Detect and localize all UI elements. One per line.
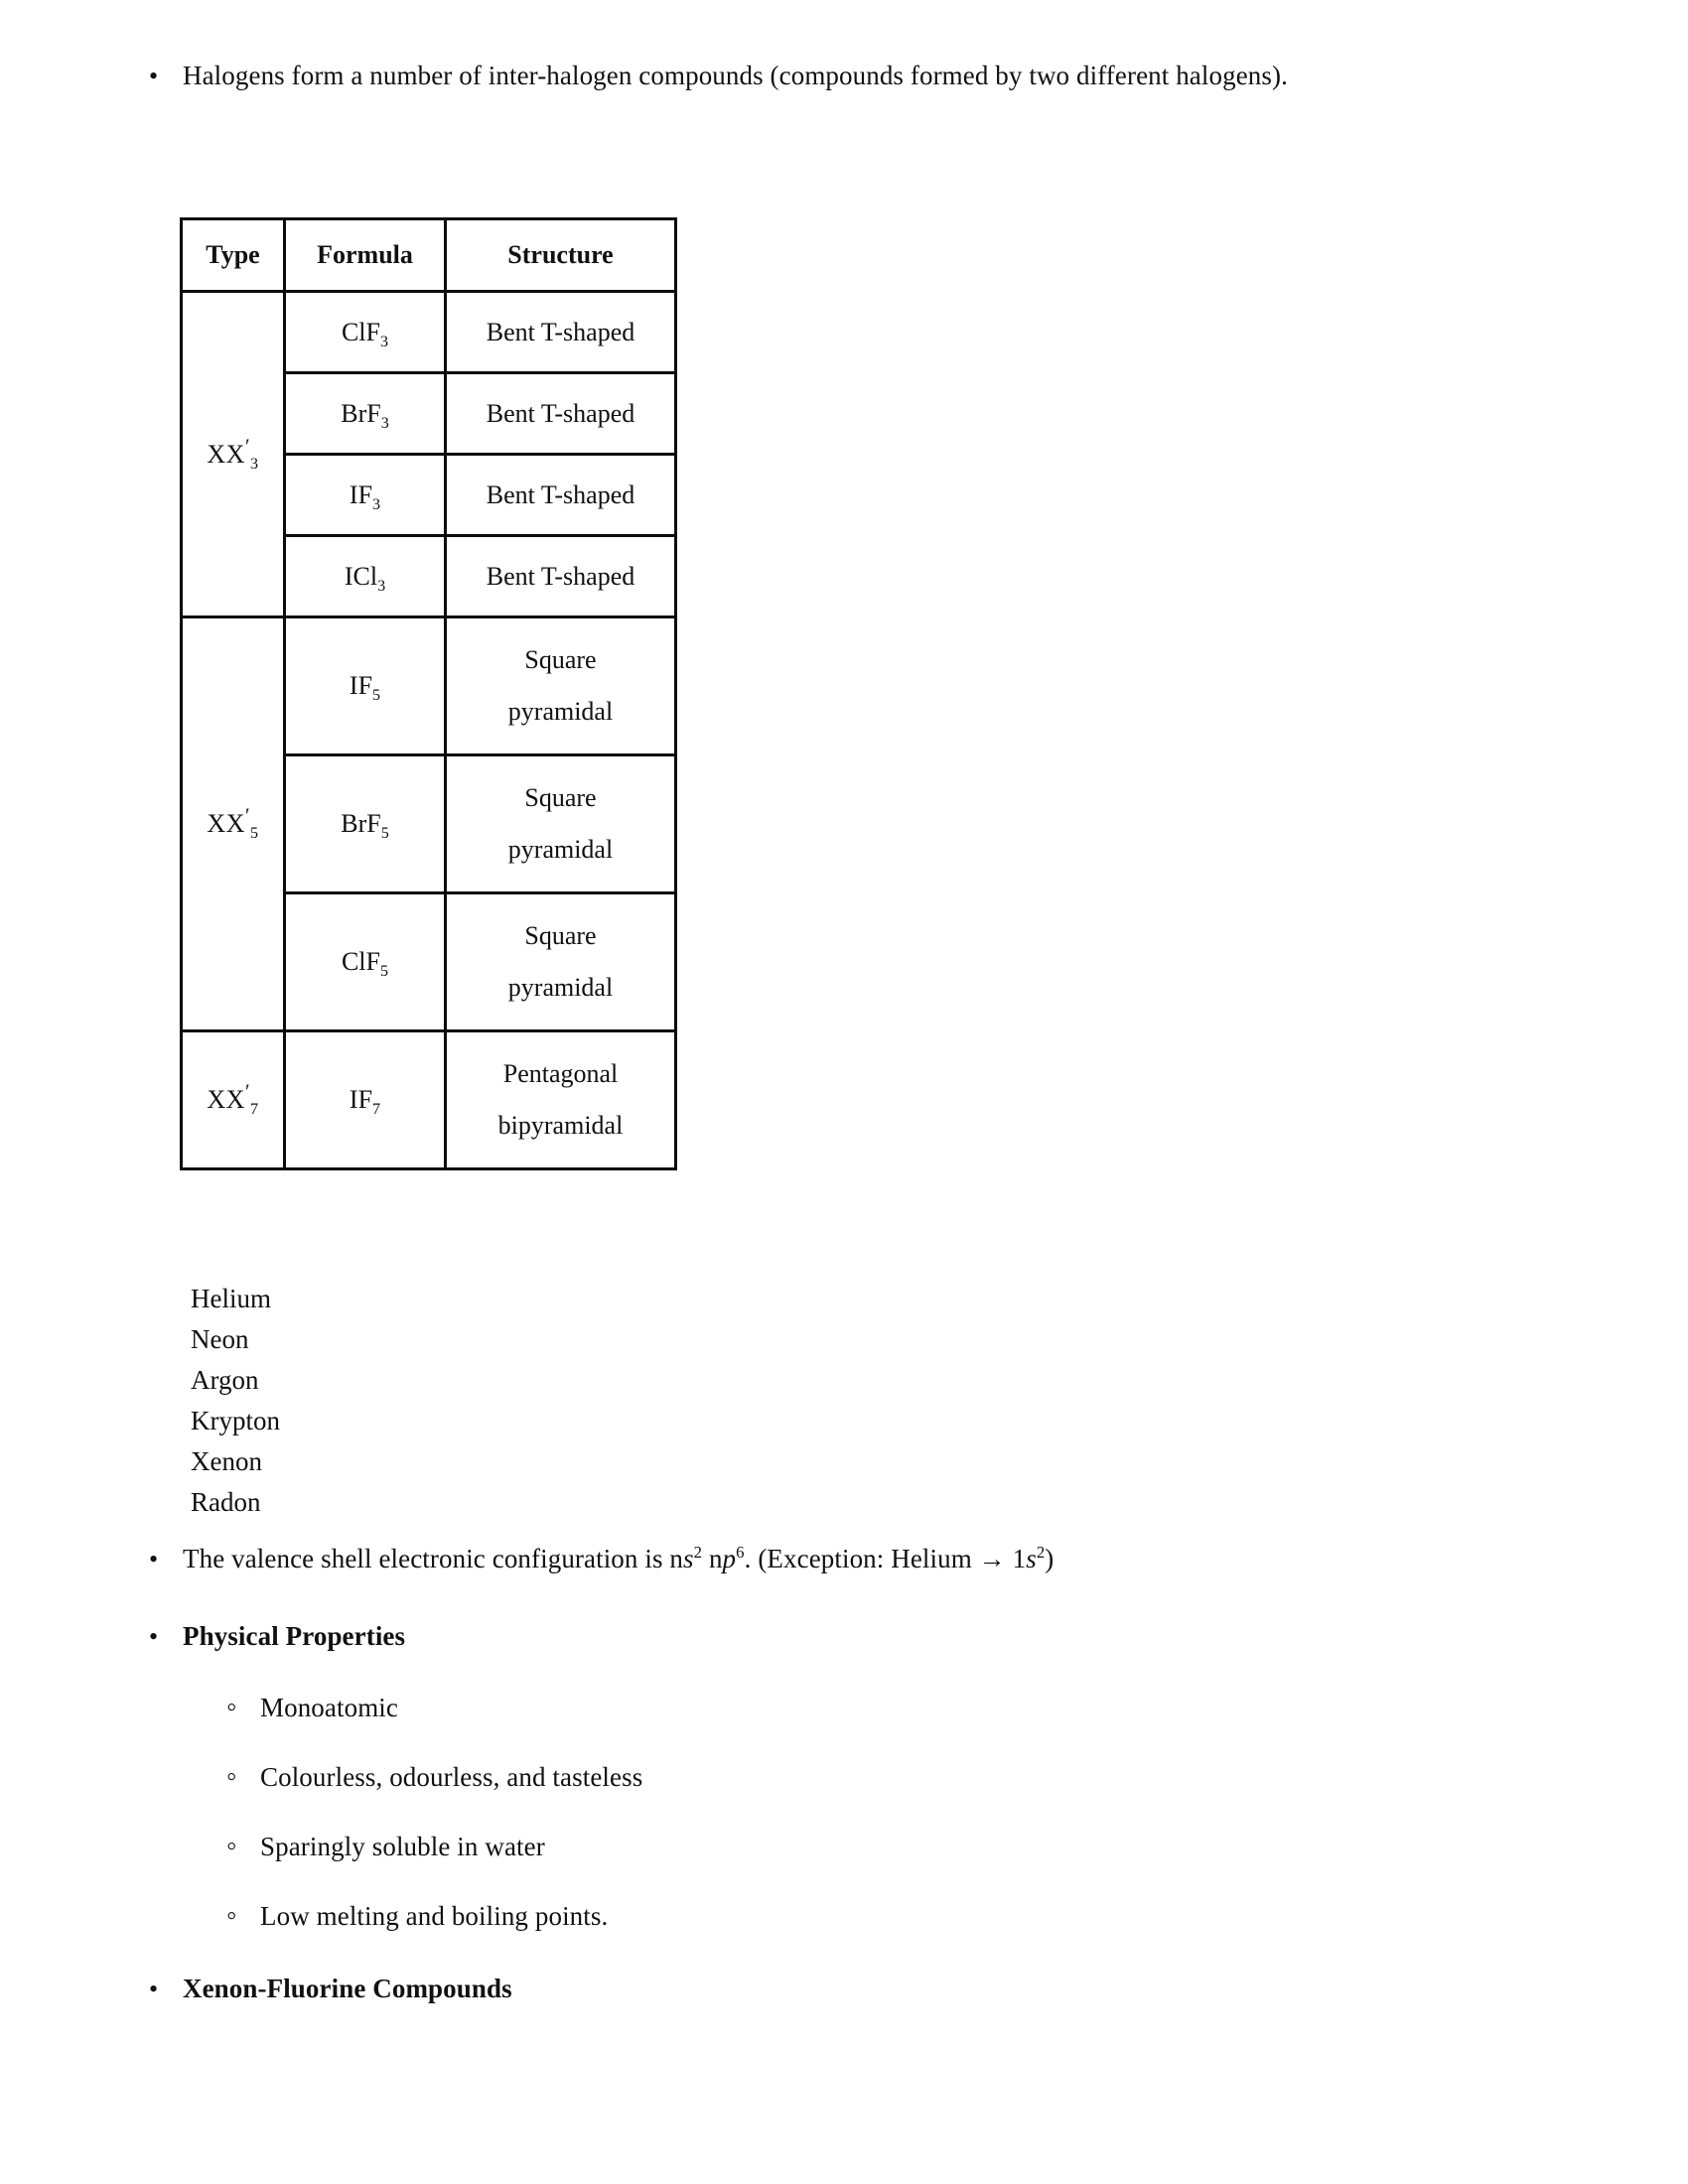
list-item: Argon (191, 1365, 259, 1395)
physical-property-text: Monoatomic (260, 1693, 398, 1722)
xenon-fluorine-heading (149, 1971, 512, 2006)
formula-cell: ClF$_3$ (285, 292, 446, 373)
physical-property-item-monoatomic (226, 1690, 398, 1725)
structure-cell: Bent T-shaped (446, 373, 676, 455)
bullet-disc-icon (149, 64, 183, 89)
valence-configuration-text: The valence shell electronic configuration is $ns^2$ $np^6$. (Exception: Helium → $1s^2$) (183, 1543, 1055, 1573)
bullet-circle-icon (226, 1832, 260, 1861)
intro-bullet (149, 58, 1288, 93)
structure-cell: Pentagonal bipyramidal (446, 1031, 676, 1169)
noble-gas-list (191, 1279, 280, 1523)
column-header-formula: Formula (285, 219, 446, 292)
table-body (182, 292, 676, 1169)
table-row (182, 1031, 676, 1169)
bullet-circle-icon (226, 1762, 260, 1792)
type-cell-xx3: $XX'_3$ (182, 292, 285, 617)
formula-cell: ClF$_5$ (285, 893, 446, 1031)
formula-cell: ICl$_3$ (285, 536, 446, 617)
column-header-structure: Structure (446, 219, 676, 292)
list-item: Krypton (191, 1406, 280, 1435)
physical-property-item-solubility (226, 1829, 545, 1864)
table-row (182, 617, 676, 755)
xenon-fluorine-label: Xenon-Fluorine Compounds (183, 1974, 512, 2003)
structure-cell: Square pyramidal (446, 755, 676, 893)
structure-cell: Bent T-shaped (446, 292, 676, 373)
formula-cell: BrF$_3$ (285, 373, 446, 455)
formula-cell: $IF_7$ (285, 1031, 446, 1169)
bullet-circle-icon (226, 1693, 260, 1722)
structure-cell: Square pyramidal (446, 893, 676, 1031)
structure-cell: Bent T-shaped (446, 536, 676, 617)
physical-property-text: Colourless, odourless, and tasteless (260, 1762, 643, 1792)
type-cell-xx7: $XX'_7$ (182, 1031, 285, 1169)
bullet-disc-icon (149, 1977, 183, 2002)
physical-properties-label: Physical Properties (183, 1621, 406, 1651)
formula-cell: BrF$_5$ (285, 755, 446, 893)
table-row (182, 292, 676, 373)
physical-property-text: Sparingly soluble in water (260, 1832, 545, 1861)
intro-bullet-text: Halogens form a number of inter-halogen compounds (compounds formed by two different halogens). (183, 61, 1288, 90)
physical-property-text: Low melting and boiling points. (260, 1901, 609, 1931)
list-item: Helium (191, 1284, 271, 1313)
type-cell-xx5: $XX'_5$ (182, 617, 285, 1031)
list-item: Neon (191, 1324, 249, 1354)
physical-property-item-melting-boiling (226, 1898, 608, 1934)
column-header-type: Type (182, 219, 285, 292)
formula-cell: $IF_5$ (285, 617, 446, 755)
structure-cell: Square pyramidal (446, 617, 676, 755)
list-item: Radon (191, 1487, 261, 1517)
valence-configuration-bullet (149, 1541, 1054, 1576)
inter-halogen-table (180, 217, 677, 1170)
list-item: Xenon (191, 1446, 262, 1476)
structure-cell: Bent T-shaped (446, 455, 676, 536)
bullet-circle-icon (226, 1901, 260, 1931)
bullet-disc-icon (149, 1547, 183, 1572)
bullet-disc-icon (149, 1624, 183, 1650)
physical-properties-heading (149, 1618, 405, 1654)
table-header-row (182, 219, 676, 292)
physical-property-item-colourless (226, 1759, 642, 1795)
formula-cell: $IF_3$ (285, 455, 446, 536)
